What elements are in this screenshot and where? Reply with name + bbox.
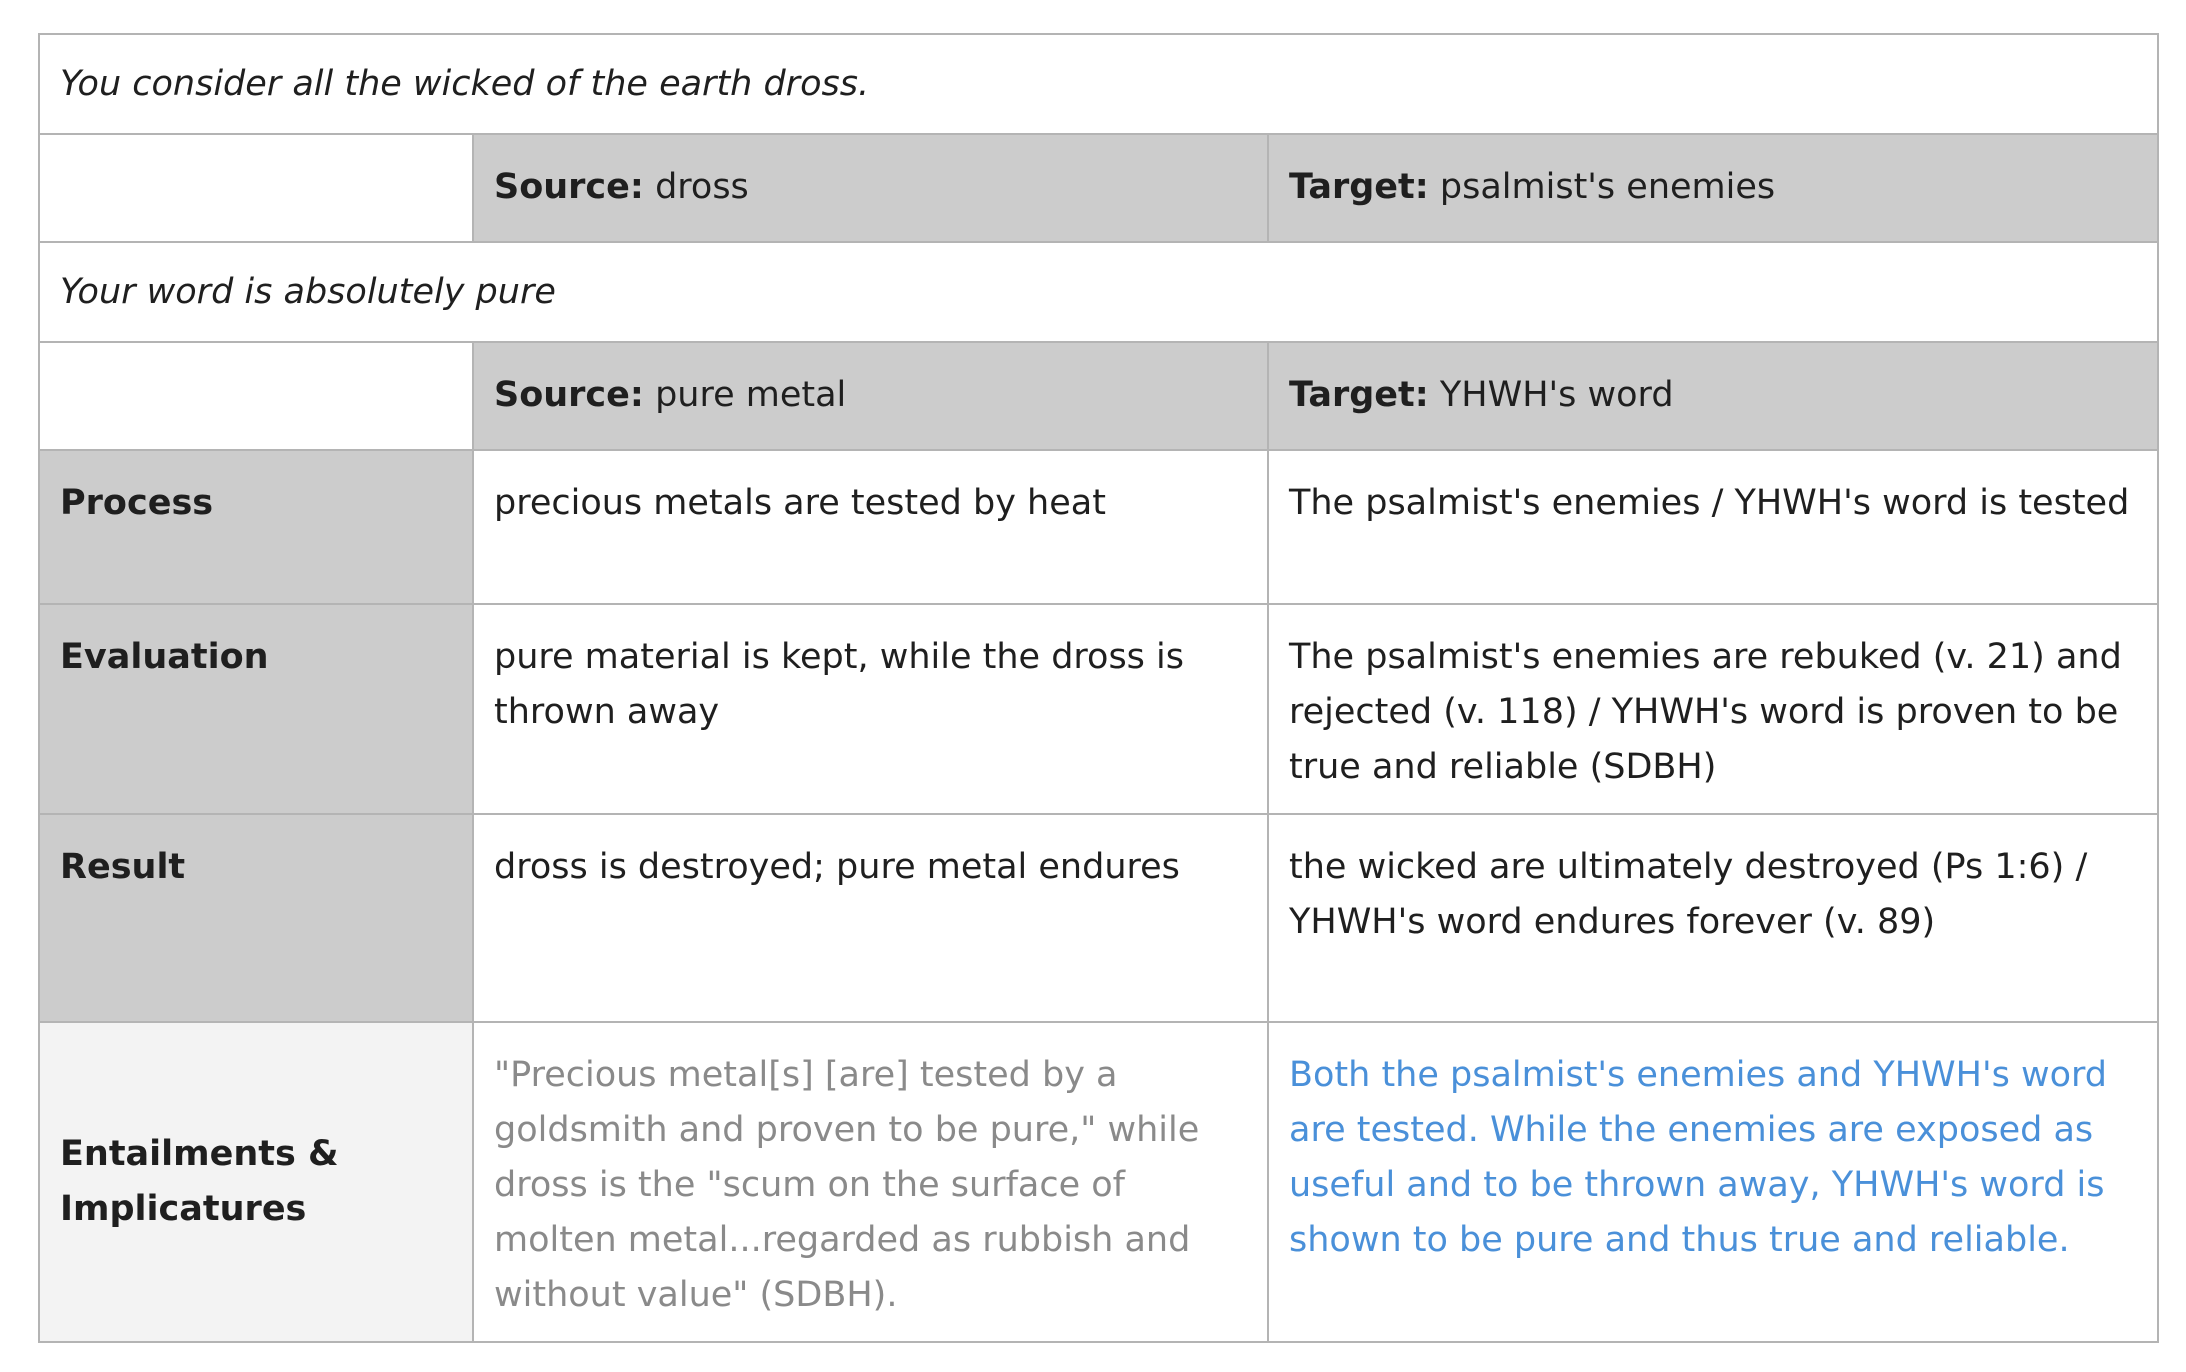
- target-label: Target:: [1289, 167, 1429, 207]
- source-value: pure metal: [655, 375, 847, 415]
- result-target: the wicked are ultimately destroyed (Ps 1:6) / YHWH's word endures forever (v. 89): [1268, 814, 2158, 1022]
- source-label: Source:: [494, 167, 644, 207]
- target-label: Target:: [1289, 375, 1429, 415]
- evaluation-label: Evaluation: [39, 604, 473, 814]
- process-row: [39, 450, 2158, 604]
- entailments-target: Both the psalmist's enemies and YHWH's word are tested. While the enemies are exposed as useful and to be thrown away, YHWH's word is shown to be pure and thus true and reliable.: [1268, 1022, 2158, 1342]
- verse-text-1: You consider all the wicked of the earth dross.: [39, 34, 2158, 134]
- verse-row-2: [39, 242, 2158, 342]
- process-label: Process: [39, 450, 473, 604]
- evaluation-source: pure material is kept, while the dross is thrown away: [473, 604, 1268, 814]
- verse-text-2: Your word is absolutely pure: [39, 242, 2158, 342]
- target-cell-2: [1268, 342, 2158, 450]
- source-cell-2: [473, 342, 1268, 450]
- empty-cell: [39, 134, 473, 242]
- target-value: psalmist's enemies: [1439, 167, 1776, 207]
- evaluation-target: The psalmist's enemies are rebuked (v. 21) and rejected (v. 118) / YHWH's word is proven to be true and reliable (SDBH): [1268, 604, 2158, 814]
- result-source: dross is destroyed; pure metal endures: [473, 814, 1268, 1022]
- result-label: Result: [39, 814, 473, 1022]
- source-cell-1: [473, 134, 1268, 242]
- empty-cell: [39, 342, 473, 450]
- target-cell-1: [1268, 134, 2158, 242]
- metaphor-analysis-table: [38, 33, 2159, 1343]
- source-target-row-1: [39, 134, 2158, 242]
- entailments-row: [39, 1022, 2158, 1342]
- process-target: The psalmist's enemies / YHWH's word is tested: [1268, 450, 2158, 604]
- result-row: [39, 814, 2158, 1022]
- target-value: YHWH's word: [1439, 375, 1674, 415]
- process-source: precious metals are tested by heat: [473, 450, 1268, 604]
- entailments-label: Entailments & Implicatures: [39, 1022, 473, 1342]
- evaluation-row: [39, 604, 2158, 814]
- source-label: Source:: [494, 375, 644, 415]
- entailments-source: "Precious metal[s] [are] tested by a goldsmith and proven to be pure," while dross is the "scum on the surface of molten metal...regarded as rubbish and without value" (SDBH).: [473, 1022, 1268, 1342]
- source-target-row-2: [39, 342, 2158, 450]
- source-value: dross: [655, 167, 749, 207]
- verse-row-1: [39, 34, 2158, 134]
